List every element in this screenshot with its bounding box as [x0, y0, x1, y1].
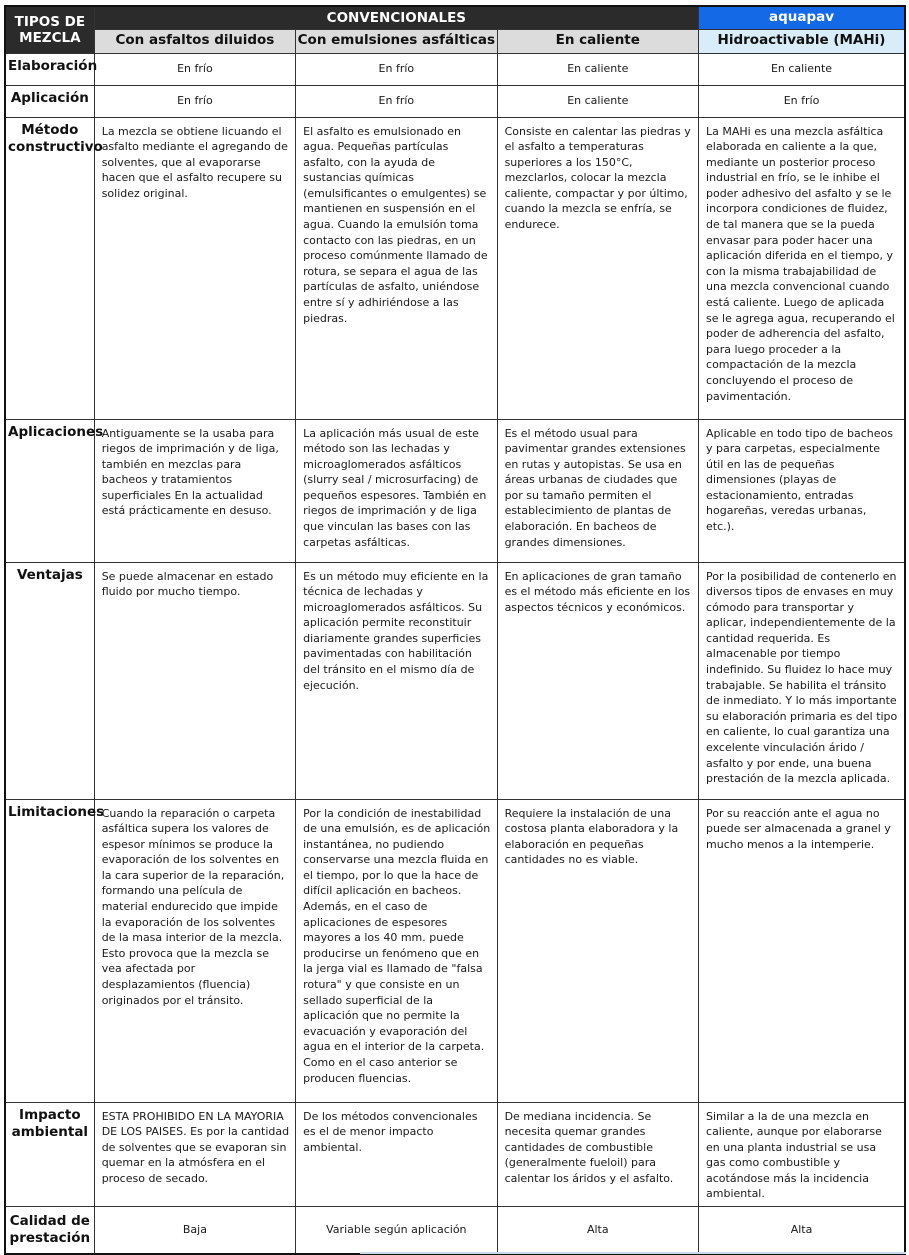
cell-impacto-c4: Similar a la de una mezcla en caliente, aunque por elaborarse en una planta industrial se usa gas como combustible y acotándose más la incidencia ambiental. [699, 1102, 905, 1207]
cell-calidad-c2: Variable según aplicación [296, 1207, 497, 1254]
row-label-aplicaciones: Aplicaciones [5, 419, 94, 562]
cell-aplicaciones-c2: La aplicación más usual de este método son las lechadas y microaglomerados asfálticos (slurry seal / microsurfacing) de pequeños espesores. También en riegos de imprimación y de liga que vinculan las bases con las carpetas asfálticas. [296, 419, 497, 562]
cell-ventajas-c2: Es un método muy eficiente en la técnica de lechadas y microaglomerados asfálticos. Su aplicación permite reconstituir diariamente grandes superficies pavimentadas con habilitación del tránsito en el mismo día de ejecución. [296, 562, 497, 799]
col-header-en-caliente: En caliente [497, 29, 698, 53]
col-header-asfaltos-diluidos: Con asfaltos diluidos [94, 29, 295, 53]
cell-aplicacion-c2: En frío [296, 85, 497, 117]
page-edge-divider [360, 1252, 906, 1254]
cell-aplicacion-c3: En caliente [497, 85, 698, 117]
cell-limitaciones-c2: Por la condición de inestabilidad de una emulsión, es de aplicación instantánea, no pudiendo conservarse una mezcla fluida en el tiempo, por lo que la hace de difícil aplicación en bacheos. Además, en el caso de aplicaciones de espesores mayores a los 40 mm. puede producirse un fenómeno que en la jerga vial es llamado de "falsa rotura" y que consiste en un sellado superficial de la aplicación que no permite la evacuación y evaporación del agua en el interior de la carpeta. Como en el caso anterior se producen fluencias. [296, 799, 497, 1102]
row-label-impacto: Impacto ambiental [5, 1102, 94, 1207]
row-metodo-constructivo [5, 117, 905, 419]
cell-impacto-c2: De los métodos convencionales es el de menor impacto ambiental. [296, 1102, 497, 1207]
col-header-hidroactivable: Hidroactivable (MAHi) [699, 29, 905, 53]
header-convencionales: CONVENCIONALES [94, 6, 698, 29]
cell-elaboracion-c4: En caliente [699, 53, 905, 85]
row-ventajas [5, 562, 905, 799]
row-label-calidad: Calidad de prestación [5, 1207, 94, 1254]
cell-metodo-c2: El asfalto es emulsionado en agua. Pequeñas partículas asfalto, con la ayuda de sustancias químicas (emulsificantes o emulgentes) se mantienen en suspensión en el agua. Cuando la emulsión toma contacto con las piedras, en un proceso comúnmente llamado de rotura, se separa el agua de las partículas de asfalto, uniéndose entre sí y adhiriéndose a las piedras. [296, 117, 497, 419]
header-tipos-de-mezcla: TIPOS DE MEZCLA [5, 6, 94, 53]
row-elaboracion [5, 53, 905, 85]
cell-ventajas-c4: Por la posibilidad de contenerlo en diversos tipos de envases en muy cómodo para transportar y aplicar, independientemente de la cantidad requerida. Es almacenable por tiempo indefinido. Su fluidez lo hace muy trabajable. Se habilita el tránsito de inmediato. Y lo más importante su elaboración primaria es del tipo en caliente, lo cual garantiza una excelente vinculación árido / asfalto y por ende, una buena prestación de la mezcla aplicada. [699, 562, 905, 799]
cell-metodo-c3: Consiste en calentar las piedras y el asfalto a temperaturas superiores a los 150°C, mezclarlos, colocar la mezcla caliente, compactar y por último, cuando la mezcla se enfría, se endurece. [497, 117, 698, 419]
row-label-aplicacion: Aplicación [5, 85, 94, 117]
col-header-emulsiones: Con emulsiones asfálticas [296, 29, 497, 53]
row-aplicaciones [5, 419, 905, 562]
comparison-table [4, 5, 906, 1255]
row-calidad-prestacion [5, 1207, 905, 1254]
cell-elaboracion-c1: En frío [94, 53, 295, 85]
cell-aplicacion-c1: En frío [94, 85, 295, 117]
cell-metodo-c4: La MAHi es una mezcla asfáltica elaborada en caliente a la que, mediante un posterior proceso industrial en frío, se le inhibe el poder adhesivo del asfalto y se le incorpora condiciones de fluidez, de tal manera que se la pueda envasar para poder hacer una aplicación diferida en el tiempo, y con la misma trabajabilidad de una mezcla convencional cuando está caliente. Luego de aplicada se le agrega agua, recuperando el poder de adherencia del asfalto, para luego proceder a la compactación de la mezcla concluyendo el proceso de pavimentación. [699, 117, 905, 419]
row-aplicacion [5, 85, 905, 117]
row-label-elaboracion: Elaboración [5, 53, 94, 85]
cell-ventajas-c1: Se puede almacenar en estado fluido por mucho tiempo. [94, 562, 295, 799]
cell-impacto-c3: De mediana incidencia. Se necesita quemar grandes cantidades de combustible (generalmente fueloil) para calentar los áridos y el asfalto. [497, 1102, 698, 1207]
cell-impacto-c1: ESTA PROHIBIDO EN LA MAYORIA DE LOS PAISES. Es por la cantidad de solventes que se evaporan sin quemar en la atmósfera en el proceso de secado. [94, 1102, 295, 1207]
cell-metodo-c1: La mezcla se obtiene licuando el asfalto mediante el agregando de solventes, que al evaporarse hacen que el asfalto recupere su solidez original. [94, 117, 295, 419]
cell-limitaciones-c1: Cuando la reparación o carpeta asfáltica supera los valores de espesor mínimos se produce la evaporación de los solventes en la cara superior de la reparación, formando una película de material endurecido que impide la evaporación de los solventes de la masa interior de la mezcla. Esto provoca que la mezcla se vea afectada por desplazamientos (fluencia) originados por el tránsito. [94, 799, 295, 1102]
row-label-limitaciones: Limitaciones [5, 799, 94, 1102]
cell-calidad-c3: Alta [497, 1207, 698, 1254]
cell-limitaciones-c3: Requiere la instalación de una costosa planta elaboradora y la elaboración en pequeñas cantidades no es viable. [497, 799, 698, 1102]
cell-aplicacion-c4: En frío [699, 85, 905, 117]
cell-calidad-c4: Alta [699, 1207, 905, 1254]
cell-aplicaciones-c1: Antiguamente se la usaba para riegos de imprimación y de liga, también en mezclas para bacheos y tratamientos superficiales En la actualidad está prácticamente en desuso. [94, 419, 295, 562]
cell-elaboracion-c2: En frío [296, 53, 497, 85]
row-impacto-ambiental [5, 1102, 905, 1207]
cell-ventajas-c3: En aplicaciones de gran tamaño es el método más eficiente en los aspectos técnicos y económicos. [497, 562, 698, 799]
cell-aplicaciones-c4: Aplicable en todo tipo de bacheos y para carpetas, especialmente útil en las de pequeñas dimensiones (playas de estacionamiento, entradas hogareñas, veredas urbanas, etc.). [699, 419, 905, 562]
row-label-ventajas: Ventajas [5, 562, 94, 799]
row-label-metodo: Método constructivo [5, 117, 94, 419]
header-aquapav: aquapav [699, 6, 905, 29]
cell-calidad-c1: Baja [94, 1207, 295, 1254]
row-limitaciones [5, 799, 905, 1102]
cell-limitaciones-c4: Por su reacción ante el agua no puede ser almacenada a granel y mucho menos a la intemperie. [699, 799, 905, 1102]
cell-aplicaciones-c3: Es el método usual para pavimentar grandes extensiones en rutas y autopistas. Se usa en áreas urbanas de ciudades que por su tamaño permiten el establecimiento de plantas de elaboración. En bacheos de grandes dimensiones. [497, 419, 698, 562]
cell-elaboracion-c3: En caliente [497, 53, 698, 85]
